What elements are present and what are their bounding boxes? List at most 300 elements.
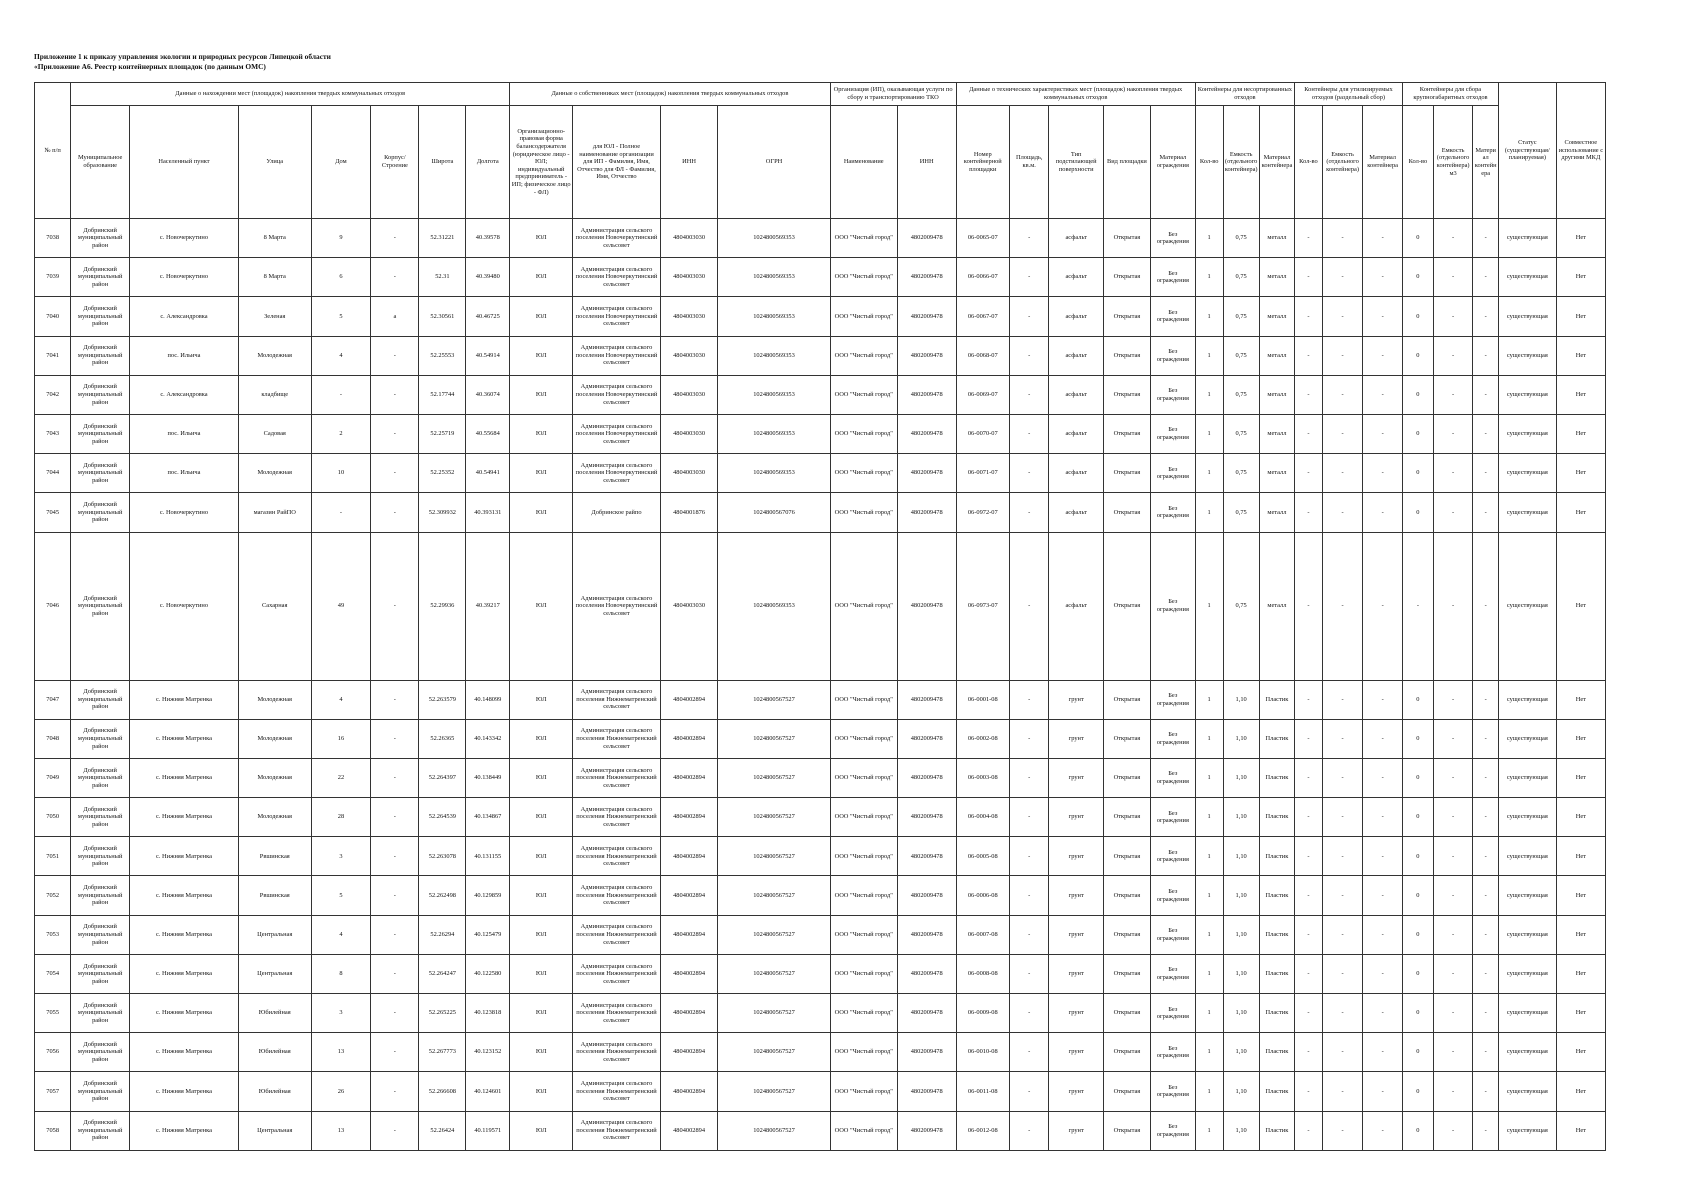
table-cell: 52.263579	[419, 680, 466, 719]
table-cell: 06-0070-07	[956, 414, 1009, 453]
table-cell: асфальт	[1049, 454, 1103, 493]
table-cell: 1,10	[1223, 758, 1259, 797]
table-cell: 7039	[35, 258, 71, 297]
table-cell: -	[1363, 876, 1403, 915]
table-cell: Нет	[1556, 915, 1605, 954]
table-cell: Нет	[1556, 258, 1605, 297]
table-cell: -	[1322, 414, 1363, 453]
table-cell: Нет	[1556, 719, 1605, 758]
table-cell: -	[1322, 532, 1363, 680]
table-cell: 4802009478	[897, 1033, 956, 1072]
table-cell: -	[1433, 954, 1473, 993]
table-cell: 1	[1195, 1072, 1223, 1111]
table-cell: грунт	[1049, 1111, 1103, 1150]
header-line-1: Приложение 1 к приказу управления экологии и природных ресурсов Липецкой области	[34, 52, 331, 61]
table-cell: Молодежная	[238, 719, 311, 758]
table-cell: асфальт	[1049, 219, 1103, 258]
table-cell: -	[1433, 1072, 1473, 1111]
table-cell: -	[1009, 414, 1049, 453]
table-cell: -	[1433, 336, 1473, 375]
table-cell: 52.31221	[419, 219, 466, 258]
table-cell: 1024800567527	[718, 758, 830, 797]
table-cell: 40.148099	[466, 680, 510, 719]
table-cell: Пластик	[1259, 758, 1294, 797]
table-cell: существующая	[1499, 915, 1557, 954]
table-cell: существующая	[1499, 297, 1557, 336]
table-cell: 1	[1195, 414, 1223, 453]
table-cell: -	[1322, 758, 1363, 797]
table-row	[35, 954, 1606, 993]
table-cell: 1	[1195, 758, 1223, 797]
table-cell: Рвшинская	[238, 837, 311, 876]
table-cell: -	[1322, 1111, 1363, 1150]
table-row	[35, 680, 1606, 719]
table-cell: 4804002894	[660, 876, 718, 915]
table-cell: ООО "Чистый город"	[830, 336, 897, 375]
table-cell: -	[1009, 1072, 1049, 1111]
table-cell: Без ограждения	[1150, 798, 1195, 837]
sub-header-cell: Кол-во	[1295, 106, 1323, 219]
table-cell: -	[1322, 258, 1363, 297]
table-cell: 0	[1402, 414, 1433, 453]
table-cell: с. Нижняя Матренка	[130, 758, 239, 797]
sub-header-cell: Материал контейнера	[1473, 106, 1499, 219]
table-cell: грунт	[1049, 719, 1103, 758]
table-cell: пос. Ильича	[130, 454, 239, 493]
table-cell: Добринский муниципальный район	[71, 680, 130, 719]
table-cell: -	[1363, 758, 1403, 797]
table-cell: 52.26365	[419, 719, 466, 758]
table-cell: -	[1295, 414, 1323, 453]
table-cell: Добринский муниципальный район	[71, 493, 130, 532]
table-cell: 06-0012-08	[956, 1111, 1009, 1150]
sub-header-cell: Наименование	[830, 106, 897, 219]
table-cell: асфальт	[1049, 493, 1103, 532]
table-cell: 1024800569353	[718, 414, 830, 453]
table-cell: 7038	[35, 219, 71, 258]
table-cell: Добринский муниципальный район	[71, 876, 130, 915]
table-cell: Нет	[1556, 414, 1605, 453]
table-cell: ЮЛ	[510, 336, 573, 375]
table-cell: -	[1363, 798, 1403, 837]
table-cell: 06-0069-07	[956, 375, 1009, 414]
table-cell: Администрация сельского поселения Нижнематренский сельсовет	[573, 719, 661, 758]
table-cell: 4804002894	[660, 954, 718, 993]
table-cell: Зеленая	[238, 297, 311, 336]
table-cell: -	[1295, 532, 1323, 680]
sub-header-cell: для ЮЛ - Полное наименование организации для ИП - Фамилия, Имя, Отчество для ФЛ - Фамилия, Имя, Отчество	[573, 106, 661, 219]
table-cell: Без ограждения	[1150, 994, 1195, 1033]
table-cell: -	[1295, 719, 1323, 758]
table-cell: -	[1433, 1033, 1473, 1072]
table-cell: -	[1363, 532, 1403, 680]
table-cell: Администрация сельского поселения Новочеркутинский сельсовет	[573, 297, 661, 336]
table-cell: 0	[1402, 1111, 1433, 1150]
table-cell: Нет	[1556, 1033, 1605, 1072]
table-cell: ООО "Чистый город"	[830, 493, 897, 532]
table-cell: Добринский муниципальный район	[71, 758, 130, 797]
table-cell: -	[1009, 954, 1049, 993]
table-cell: Юбилейная	[238, 1072, 311, 1111]
table-cell: -	[1322, 837, 1363, 876]
table-cell: 26	[311, 1072, 371, 1111]
table-cell: 0	[1402, 258, 1433, 297]
table-cell: 52.309932	[419, 493, 466, 532]
table-cell: -	[1473, 798, 1499, 837]
table-cell: -	[1009, 719, 1049, 758]
table-cell: Добринский муниципальный район	[71, 1072, 130, 1111]
table-cell: Без ограждения	[1150, 837, 1195, 876]
table-cell: 1	[1195, 954, 1223, 993]
table-cell: -	[371, 680, 419, 719]
table-cell: 7051	[35, 837, 71, 876]
table-cell: -	[371, 1033, 419, 1072]
table-cell: 0	[1402, 297, 1433, 336]
table-cell: 06-0067-07	[956, 297, 1009, 336]
table-cell: 1	[1195, 719, 1223, 758]
table-cell: 4804002894	[660, 915, 718, 954]
table-cell: -	[1473, 680, 1499, 719]
table-cell: ЮЛ	[510, 297, 573, 336]
table-cell: с. Нижняя Матренка	[130, 1033, 239, 1072]
table-cell: 1024800569353	[718, 532, 830, 680]
table-cell: 40.123152	[466, 1033, 510, 1072]
table-row	[35, 1111, 1606, 1150]
table-cell: 40.54941	[466, 454, 510, 493]
table-cell: ООО "Чистый город"	[830, 1033, 897, 1072]
table-cell: -	[371, 375, 419, 414]
table-cell: -	[1322, 1072, 1363, 1111]
table-cell: -	[1322, 297, 1363, 336]
sub-header-row	[35, 106, 1606, 219]
table-cell: Нет	[1556, 798, 1605, 837]
mixed-waste-group-header: Контейнеры для несортированных отходов	[1195, 83, 1294, 106]
table-cell: ООО "Чистый город"	[830, 758, 897, 797]
table-cell: 40.46725	[466, 297, 510, 336]
table-cell: Без ограждения	[1150, 758, 1195, 797]
table-cell: 4804003030	[660, 414, 718, 453]
table-cell: 0,75	[1223, 414, 1259, 453]
table-cell: 4802009478	[897, 837, 956, 876]
table-cell: 4802009478	[897, 719, 956, 758]
table-cell: кладбище	[238, 375, 311, 414]
table-cell: ЮЛ	[510, 837, 573, 876]
table-cell: 0	[1402, 336, 1433, 375]
table-cell: существующая	[1499, 719, 1557, 758]
table-cell: 7043	[35, 414, 71, 453]
table-cell: существующая	[1499, 219, 1557, 258]
table-cell: 1024800567527	[718, 719, 830, 758]
table-cell: 52.25553	[419, 336, 466, 375]
table-cell: -	[1322, 915, 1363, 954]
table-cell: -	[1473, 1072, 1499, 1111]
table-cell: Нет	[1556, 994, 1605, 1033]
table-cell: с. Нижняя Матренка	[130, 994, 239, 1033]
table-cell: с. Нижняя Матренка	[130, 1072, 239, 1111]
table-cell: существующая	[1499, 493, 1557, 532]
table-cell: Добринский муниципальный район	[71, 454, 130, 493]
table-cell: металл	[1259, 258, 1294, 297]
table-cell: -	[1363, 837, 1403, 876]
table-cell: -	[371, 876, 419, 915]
sub-header-cell: Вид площадки	[1103, 106, 1150, 219]
table-cell: ЮЛ	[510, 1072, 573, 1111]
table-cell: 4804003030	[660, 336, 718, 375]
table-cell: 40.138449	[466, 758, 510, 797]
table-row	[35, 876, 1606, 915]
table-cell: -	[1363, 994, 1403, 1033]
table-cell: с. Новочеркутино	[130, 532, 239, 680]
table-cell: Без ограждения	[1150, 532, 1195, 680]
table-cell: Сахарная	[238, 532, 311, 680]
table-cell: 1	[1195, 532, 1223, 680]
table-cell: 1024800567076	[718, 493, 830, 532]
table-cell: ООО "Чистый город"	[830, 258, 897, 297]
sub-header-cell: Улица	[238, 106, 311, 219]
table-cell: Юбилейная	[238, 994, 311, 1033]
table-cell: -	[1322, 994, 1363, 1033]
table-row	[35, 493, 1606, 532]
table-cell: 1	[1195, 375, 1223, 414]
table-cell: грунт	[1049, 837, 1103, 876]
table-cell: 1	[1195, 297, 1223, 336]
table-cell: ЮЛ	[510, 414, 573, 453]
table-row	[35, 532, 1606, 680]
table-row	[35, 336, 1606, 375]
table-cell: -	[1295, 994, 1323, 1033]
table-cell: -	[371, 954, 419, 993]
table-body	[35, 219, 1606, 1151]
table-cell: 7040	[35, 297, 71, 336]
table-cell: 52.25719	[419, 414, 466, 453]
table-cell: 40.134867	[466, 798, 510, 837]
table-cell: 4804001876	[660, 493, 718, 532]
table-cell: -	[1473, 994, 1499, 1033]
table-cell: -	[1363, 219, 1403, 258]
table-cell: -	[371, 258, 419, 297]
table-cell: Администрация сельского поселения Нижнематренский сельсовет	[573, 1033, 661, 1072]
table-cell: Молодежная	[238, 798, 311, 837]
table-cell: металл	[1259, 219, 1294, 258]
table-cell: 1,10	[1223, 876, 1259, 915]
table-cell: -	[1009, 297, 1049, 336]
table-cell: существующая	[1499, 258, 1557, 297]
table-cell: 52.263078	[419, 837, 466, 876]
table-cell: ООО "Чистый город"	[830, 837, 897, 876]
table-cell: ООО "Чистый город"	[830, 719, 897, 758]
table-cell: асфальт	[1049, 375, 1103, 414]
table-cell: 40.124601	[466, 1072, 510, 1111]
table-cell: Молодежная	[238, 680, 311, 719]
table-cell: 4804002894	[660, 758, 718, 797]
table-cell: Молодежная	[238, 336, 311, 375]
table-cell: 1024800569353	[718, 454, 830, 493]
table-cell: Без ограждения	[1150, 454, 1195, 493]
table-cell: 40.122580	[466, 954, 510, 993]
table-cell: 4802009478	[897, 798, 956, 837]
table-cell: 4804003030	[660, 532, 718, 680]
table-row	[35, 994, 1606, 1033]
table-cell: -	[1322, 336, 1363, 375]
table-cell: существующая	[1499, 798, 1557, 837]
table-cell: Администрация сельского поселения Новочеркутинский сельсовет	[573, 454, 661, 493]
sub-header-cell: Емкость (отдельного контейнера)	[1322, 106, 1363, 219]
table-cell: -	[1295, 219, 1323, 258]
table-cell: 4802009478	[897, 454, 956, 493]
table-cell: 40.125479	[466, 915, 510, 954]
table-cell: Без ограждения	[1150, 1111, 1195, 1150]
table-cell: 0	[1402, 798, 1433, 837]
carrier-group-header: Организация (ИП), оказывающая услуги по сбору и транспортированию ТКО	[830, 83, 956, 106]
table-cell: грунт	[1049, 994, 1103, 1033]
table-cell: 06-0066-07	[956, 258, 1009, 297]
table-cell: Открытая	[1103, 375, 1150, 414]
table-cell: Администрация сельского поселения Нижнематренский сельсовет	[573, 798, 661, 837]
table-cell: 4802009478	[897, 336, 956, 375]
table-cell: ЮЛ	[510, 798, 573, 837]
table-cell: ЮЛ	[510, 532, 573, 680]
table-cell: 4802009478	[897, 219, 956, 258]
table-cell: Открытая	[1103, 414, 1150, 453]
table-cell: ООО "Чистый город"	[830, 876, 897, 915]
table-cell: -	[1473, 532, 1499, 680]
table-cell: -	[1363, 915, 1403, 954]
table-cell: Добринский муниципальный район	[71, 297, 130, 336]
table-cell: Нет	[1556, 454, 1605, 493]
table-cell: 0	[1402, 719, 1433, 758]
table-cell: 2	[311, 414, 371, 453]
table-cell: Пластик	[1259, 837, 1294, 876]
table-cell: 06-0001-08	[956, 680, 1009, 719]
table-cell: Без ограждения	[1150, 375, 1195, 414]
table-cell: Центральная	[238, 1111, 311, 1150]
table-cell: 1024800567527	[718, 680, 830, 719]
sub-header-cell: Площадь, кв.м.	[1009, 106, 1049, 219]
table-cell: 1024800569353	[718, 297, 830, 336]
table-cell: -	[1363, 454, 1403, 493]
table-cell: Нет	[1556, 954, 1605, 993]
table-cell: Администрация сельского поселения Нижнематренский сельсовет	[573, 758, 661, 797]
table-cell: 0	[1402, 837, 1433, 876]
table-cell: пос. Ильича	[130, 414, 239, 453]
table-cell: 06-0005-08	[956, 837, 1009, 876]
table-cell: -	[371, 915, 419, 954]
table-cell: 1024800569353	[718, 258, 830, 297]
table-cell: 06-0011-08	[956, 1072, 1009, 1111]
table-cell: ООО "Чистый город"	[830, 954, 897, 993]
table-cell: 4	[311, 680, 371, 719]
table-cell: 1024800567527	[718, 954, 830, 993]
table-cell: -	[1433, 876, 1473, 915]
table-cell: существующая	[1499, 994, 1557, 1033]
table-cell: существующая	[1499, 414, 1557, 453]
table-row	[35, 798, 1606, 837]
table-cell: -	[1363, 1111, 1403, 1150]
table-cell: металл	[1259, 454, 1294, 493]
table-cell: Добринское райпо	[573, 493, 661, 532]
table-cell: 0,75	[1223, 532, 1259, 680]
table-cell: ООО "Чистый город"	[830, 375, 897, 414]
table-cell: -	[371, 454, 419, 493]
table-cell: с. Нижняя Матренка	[130, 1111, 239, 1150]
table-cell: металл	[1259, 493, 1294, 532]
table-cell: Без ограждения	[1150, 336, 1195, 375]
table-cell: Без ограждения	[1150, 876, 1195, 915]
table-cell: существующая	[1499, 375, 1557, 414]
table-cell: -	[1473, 336, 1499, 375]
table-cell: существующая	[1499, 837, 1557, 876]
table-cell: 52.29936	[419, 532, 466, 680]
sub-header-cell: Дом	[311, 106, 371, 219]
table-cell: существующая	[1499, 336, 1557, 375]
table-cell: с. Нижняя Матренка	[130, 680, 239, 719]
table-cell: Администрация сельского поселения Нижнематренский сельсовет	[573, 994, 661, 1033]
table-cell: 06-0009-08	[956, 994, 1009, 1033]
table-cell: -	[1009, 876, 1049, 915]
table-cell: существующая	[1499, 680, 1557, 719]
table-cell: Центральная	[238, 915, 311, 954]
table-cell: Открытая	[1103, 758, 1150, 797]
table-cell: Без ограждения	[1150, 414, 1195, 453]
table-cell: -	[1433, 837, 1473, 876]
table-cell: 1	[1195, 837, 1223, 876]
table-cell: Юбилейная	[238, 1033, 311, 1072]
table-cell: 0	[1402, 375, 1433, 414]
table-cell: -	[1009, 219, 1049, 258]
table-cell: асфальт	[1049, 297, 1103, 336]
table-cell: ЮЛ	[510, 915, 573, 954]
table-cell: -	[1433, 719, 1473, 758]
table-cell: 4	[311, 915, 371, 954]
table-cell: -	[1363, 297, 1403, 336]
table-cell: -	[371, 414, 419, 453]
table-cell: 7055	[35, 994, 71, 1033]
table-cell: существующая	[1499, 876, 1557, 915]
owner-group-header: Данные о собственниках мест (площадок) накопления твердых коммунальных отходов	[510, 83, 830, 106]
table-cell: 06-0003-08	[956, 758, 1009, 797]
table-cell: грунт	[1049, 1072, 1103, 1111]
sub-header-cell: Материал ограждения	[1150, 106, 1195, 219]
table-cell: -	[1295, 680, 1323, 719]
table-row	[35, 258, 1606, 297]
table-cell: 7047	[35, 680, 71, 719]
table-cell: 7046	[35, 532, 71, 680]
table-cell: 52.265225	[419, 994, 466, 1033]
table-cell: 40.143342	[466, 719, 510, 758]
table-cell: Без ограждения	[1150, 493, 1195, 532]
table-cell: Нет	[1556, 493, 1605, 532]
table-cell: грунт	[1049, 680, 1103, 719]
header-line-2: «Приложение А6. Реестр контейнерных площадок (по данным ОМС)	[34, 62, 266, 71]
table-cell: Открытая	[1103, 336, 1150, 375]
table-cell: 1	[1195, 915, 1223, 954]
table-cell: 4802009478	[897, 532, 956, 680]
table-cell: 06-0008-08	[956, 954, 1009, 993]
table-cell: -	[1473, 258, 1499, 297]
table-cell: 0,75	[1223, 493, 1259, 532]
table-cell: -	[1363, 719, 1403, 758]
table-cell: Без ограждения	[1150, 954, 1195, 993]
table-cell: -	[1473, 1111, 1499, 1150]
table-cell: -	[1473, 837, 1499, 876]
table-cell: 0	[1402, 680, 1433, 719]
table-cell: 4804002894	[660, 1111, 718, 1150]
table-cell: -	[1295, 758, 1323, 797]
table-cell: -	[1402, 532, 1433, 680]
table-cell: 52.26424	[419, 1111, 466, 1150]
table-cell: -	[1473, 719, 1499, 758]
table-cell: с. Александровка	[130, 297, 239, 336]
